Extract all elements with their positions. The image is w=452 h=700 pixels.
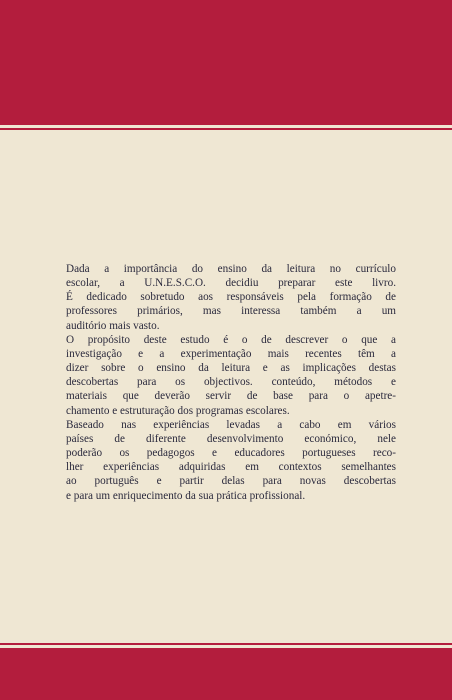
blurb-line: descobertas para os objectivos. conteúdo, métodos e xyxy=(66,376,396,389)
blurb-line: países de diferente desenvolvimento económico, nele xyxy=(66,432,396,445)
blurb-line: investigação e a experimentação mais recentes têm a xyxy=(66,347,396,360)
bottom-red-band xyxy=(0,648,452,700)
blurb-text xyxy=(66,262,396,503)
blurb-line: poderão os pedagogos e educadores portugueses reco- xyxy=(66,447,396,460)
blurb-line: ao português e partir delas para novas descobertas xyxy=(66,475,396,488)
blurb-paragraph-2 xyxy=(66,333,396,418)
blurb-line: e para um enriquecimento da sua prática profissional. xyxy=(66,489,306,502)
blurb-line: auditório mais vasto. xyxy=(66,319,160,332)
blurb-line: Dada a importância do ensino da leitura no currículo xyxy=(66,263,396,275)
blurb-line: chamento e estruturação dos programas escolares. xyxy=(66,404,290,417)
blurb-line: materiais que deverão servir de base para o apetre- xyxy=(66,390,396,403)
bottom-rule-line xyxy=(0,643,452,645)
blurb-line: professores primários, mas interessa também a um xyxy=(66,305,396,318)
blurb-line: É dedicado sobretudo aos responsáveis pela formação de xyxy=(66,291,396,304)
top-rule-line xyxy=(0,128,452,130)
blurb-line: lher experiências adquiridas em contextos semelhantes xyxy=(66,461,396,474)
blurb-line: Baseado nas experiências levadas a cabo em vários xyxy=(66,418,396,431)
blurb-line: escolar, a U.N.E.S.C.O. decidiu preparar este livro. xyxy=(66,277,396,290)
blurb-paragraph-1 xyxy=(66,262,396,333)
blurb-line: O propósito deste estudo é o de descrever o que a xyxy=(66,333,396,346)
top-red-band xyxy=(0,0,452,125)
blurb-paragraph-3 xyxy=(66,418,396,503)
blurb-line: dizer sobre o ensino da leitura e as implicações destas xyxy=(66,362,396,375)
